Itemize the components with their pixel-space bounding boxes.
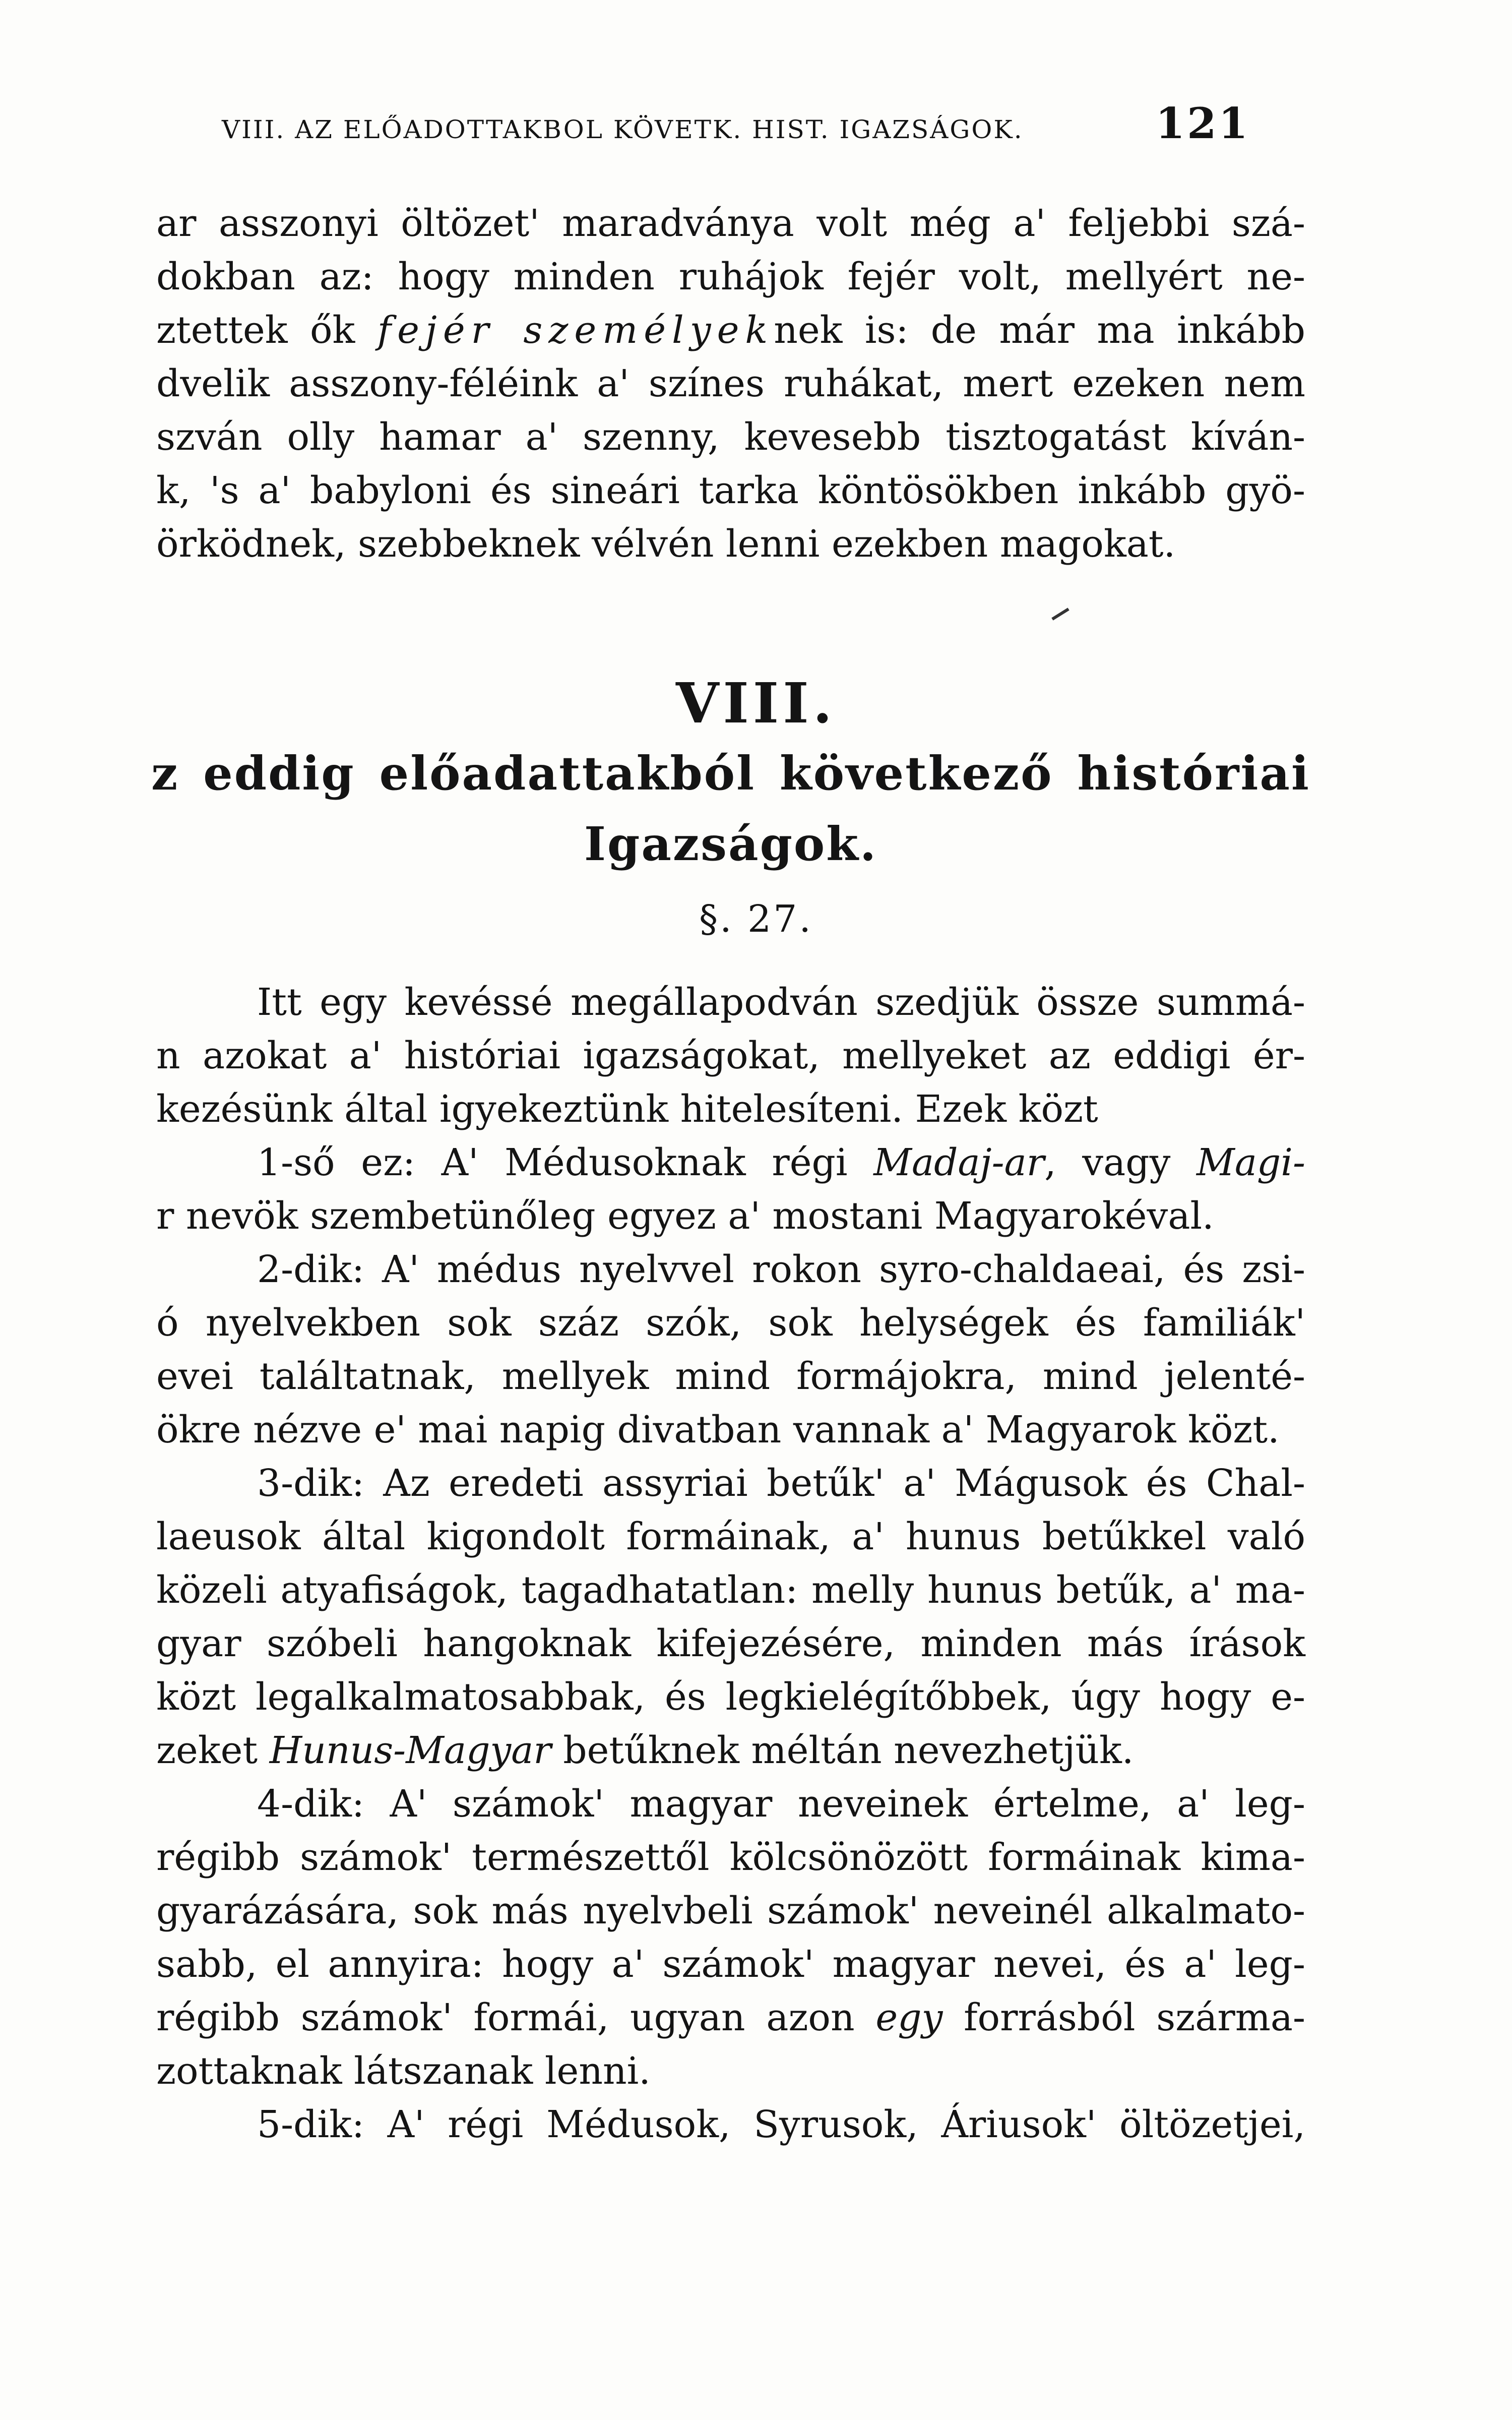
text-line bbox=[156, 1991, 1305, 2044]
text-line: közt legalkalmatosabbak, és legkielégítőbbek, úgy hogy e- bbox=[156, 1675, 1305, 1719]
text-run: nek is: de már ma inkább bbox=[774, 309, 1305, 352]
text-line: zottaknak látszanak lenni. bbox=[156, 2049, 651, 2093]
spaced-italic-term: fejér személyek bbox=[377, 309, 774, 352]
text-line: közeli atyafiságok, tagadhatatlan: melly hunus betűk, a' ma- bbox=[156, 1568, 1305, 1612]
text-line: kezésünk által igyekeztünk hitelesíteni. Ezek közt bbox=[156, 1087, 1098, 1131]
chapter-title-line1: z eddig előadattakból következő históriai bbox=[151, 746, 1310, 801]
text-run: régibb számok' formái, ugyan azon bbox=[156, 1996, 855, 2039]
text-line: laeusok által kigondolt formáinak, a' hunus betűkkel való bbox=[156, 1515, 1305, 1558]
italic-term: Hunus-Magyar bbox=[269, 1729, 551, 1772]
text-line: Itt egy kevéssé megállapodván szedjük össze summá- bbox=[257, 981, 1305, 1024]
text-line: örködnek, szebbeknek vélvén lenni ezekben magokat. bbox=[156, 522, 1176, 566]
text-run: , vagy bbox=[1044, 1141, 1171, 1184]
text-line bbox=[156, 1724, 1305, 1777]
text-line: ar asszonyi öltözet' maradványa volt még a' feljebbi szá- bbox=[156, 202, 1305, 245]
italic-term: Madaj-ar bbox=[873, 1141, 1045, 1184]
text-line: régibb számok' természettől kölcsönözött formáinak kima- bbox=[156, 1836, 1305, 1879]
text-line: sabb, el annyira: hogy a' számok' magyar nevei, és a' leg- bbox=[156, 1943, 1305, 1986]
main-text bbox=[156, 976, 1305, 2151]
text-line: 5-dik: A' régi Médusok, Syrusok, Áriusok' öltözetjei, bbox=[257, 2103, 1305, 2146]
chapter-number: VIII. bbox=[675, 671, 836, 736]
text-line bbox=[156, 1136, 1305, 1189]
text-run: forrásból szárma- bbox=[964, 1996, 1305, 2039]
page-number: 121 bbox=[1155, 98, 1250, 148]
running-head: VIII. AZ ELŐADOTTAKBOL KÖVETK. HIST. IGAZSÁGOK. bbox=[222, 115, 1024, 144]
text-line: evei találtatnak, mellyek mind formájokra, mind jelenté- bbox=[156, 1355, 1305, 1398]
text-line: 3-dik: Az eredeti assyriai betűk' a' Mágusok és Chal- bbox=[257, 1462, 1305, 1505]
section-number: §. 27. bbox=[699, 897, 813, 941]
text-line: dvelik asszony-féléink a' színes ruhákat, mert ezeken nem bbox=[156, 362, 1305, 405]
text-line: k, 's a' babyloni és sineári tarka köntösökben inkább gyö- bbox=[156, 469, 1305, 512]
text-line: szván olly hamar a' szenny, kevesebb tisztogatást kíván- bbox=[156, 415, 1305, 459]
text-line: ó nyelvekben sok száz szók, sok helységek és familiák' bbox=[156, 1301, 1305, 1345]
top-paragraph bbox=[156, 197, 1305, 571]
text-run: zeket bbox=[156, 1729, 258, 1772]
text-line: 2-dik: A' médus nyelvvel rokon syro-chaldaeai, és zsi- bbox=[257, 1248, 1305, 1291]
text-line: ökre nézve e' mai napig divatban vannak a' Magyarok közt. bbox=[156, 1408, 1280, 1451]
text-line: gyarázására, sok más nyelvbeli számok' neveinél alkalmato- bbox=[156, 1889, 1305, 1932]
italic-term: Magi- bbox=[1196, 1141, 1305, 1184]
italic-term: egy bbox=[875, 1996, 943, 2039]
chapter-title-line2: Igazságok. bbox=[584, 817, 878, 871]
text-run: 1-ső ez: A' Médusoknak régi bbox=[257, 1141, 848, 1184]
text-run: betűknek méltán nevezhetjük. bbox=[563, 1729, 1134, 1772]
text-line bbox=[156, 304, 1305, 357]
text-line: n azokat a' históriai igazságokat, mellyeket az eddigi ér- bbox=[156, 1034, 1305, 1077]
text-line: gyar szóbeli hangoknak kifejezésére, minden más írások bbox=[156, 1622, 1305, 1665]
page-header bbox=[222, 98, 1250, 154]
text-line: r nevök szembetünőleg egyez a' mostani Magyarokéval. bbox=[156, 1194, 1214, 1238]
ink-mark bbox=[1051, 608, 1069, 620]
text-line: 4-dik: A' számok' magyar neveinek értelme, a' leg- bbox=[257, 1782, 1305, 1826]
text-line: dokban az: hogy minden ruhájok fejér volt, mellyért ne- bbox=[156, 255, 1305, 298]
text-run: ztettek ők bbox=[156, 309, 355, 352]
